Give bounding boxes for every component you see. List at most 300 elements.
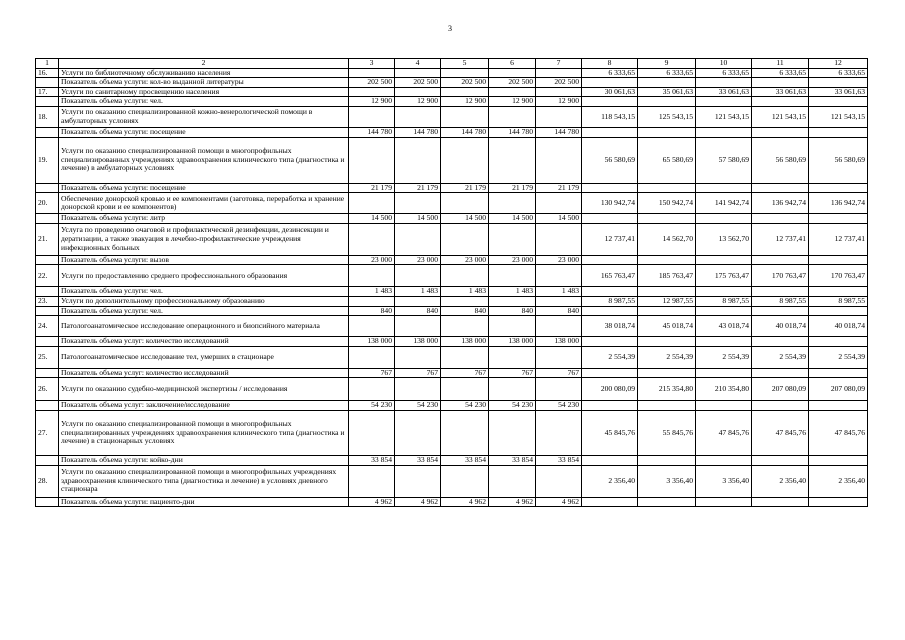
- value-cell: 4 962: [489, 497, 536, 507]
- value-cell: 202 500: [536, 78, 582, 88]
- value-cell: [489, 316, 536, 337]
- row-description: Услуги по оказанию специализированной помощи в многопрофильных учреждениях здравоохранения клинического типа (диагностика и лечение) в условиях дневного стационара: [59, 465, 349, 497]
- value-cell: [441, 68, 489, 78]
- column-header: 4: [395, 59, 441, 69]
- value-cell: [489, 137, 536, 183]
- value-cell: 767: [489, 368, 536, 378]
- row-number: [36, 255, 59, 265]
- value-cell: 54 230: [489, 401, 536, 411]
- value-cell: 12 900: [349, 97, 395, 107]
- value-cell: [536, 137, 582, 183]
- value-cell: 47 845,76: [696, 410, 752, 455]
- value-cell: 21 179: [349, 183, 395, 193]
- table-row: [36, 106, 868, 127]
- value-cell: [809, 214, 868, 224]
- value-cell: [349, 137, 395, 183]
- value-cell: [638, 255, 696, 265]
- value-cell: 6 333,65: [638, 68, 696, 78]
- value-cell: 141 942,74: [696, 193, 752, 214]
- value-cell: 2 554,39: [696, 346, 752, 368]
- value-cell: [752, 183, 809, 193]
- table-row: [36, 455, 868, 465]
- value-cell: 200 080,09: [582, 378, 638, 401]
- value-cell: 12 737,41: [809, 223, 868, 255]
- value-cell: [752, 127, 809, 137]
- value-cell: [349, 223, 395, 255]
- value-cell: 1 483: [441, 287, 489, 297]
- value-cell: [809, 368, 868, 378]
- value-cell: [536, 410, 582, 455]
- value-cell: 23 000: [441, 255, 489, 265]
- value-cell: [349, 265, 395, 287]
- services-table: [35, 58, 868, 507]
- value-cell: [752, 337, 809, 347]
- value-cell: [696, 455, 752, 465]
- row-number: [36, 497, 59, 507]
- value-cell: 215 354,80: [638, 378, 696, 401]
- value-cell: [395, 316, 441, 337]
- value-cell: 3 356,40: [696, 465, 752, 497]
- value-cell: 33 061,63: [696, 87, 752, 97]
- table-row: [36, 337, 868, 347]
- value-cell: 12 900: [489, 97, 536, 107]
- value-cell: 202 500: [441, 78, 489, 88]
- value-cell: [696, 497, 752, 507]
- row-number: 23.: [36, 296, 59, 306]
- value-cell: [638, 306, 696, 316]
- value-cell: [809, 497, 868, 507]
- row-description: Показатель объема услуги: посещение: [59, 183, 349, 193]
- value-cell: [582, 183, 638, 193]
- value-cell: 21 179: [395, 183, 441, 193]
- row-description: Услуги по оказанию судебно-медицинской экспертизы / исследования: [59, 378, 349, 401]
- row-number: [36, 97, 59, 107]
- value-cell: [349, 465, 395, 497]
- row-description: Патологоанатомическое исследование операционного и биопсийного материала: [59, 316, 349, 337]
- value-cell: 30 061,63: [582, 87, 638, 97]
- value-cell: [582, 455, 638, 465]
- value-cell: 2 356,40: [752, 465, 809, 497]
- column-header: 6: [489, 59, 536, 69]
- value-cell: 144 780: [349, 127, 395, 137]
- value-cell: [809, 455, 868, 465]
- value-cell: 125 543,15: [638, 106, 696, 127]
- value-cell: 840: [395, 306, 441, 316]
- value-cell: [752, 401, 809, 411]
- row-description: Показатель объема услуг: количество исследований: [59, 368, 349, 378]
- value-cell: 12 900: [441, 97, 489, 107]
- value-cell: 33 854: [395, 455, 441, 465]
- page-number: 3: [448, 24, 452, 33]
- value-cell: [638, 78, 696, 88]
- row-number: [36, 78, 59, 88]
- value-cell: 33 854: [489, 455, 536, 465]
- value-cell: [489, 465, 536, 497]
- value-cell: [441, 87, 489, 97]
- value-cell: 8 987,55: [582, 296, 638, 306]
- value-cell: [809, 401, 868, 411]
- value-cell: [638, 368, 696, 378]
- row-number: 20.: [36, 193, 59, 214]
- value-cell: [441, 316, 489, 337]
- value-cell: 138 000: [489, 337, 536, 347]
- value-cell: [441, 465, 489, 497]
- value-cell: [441, 410, 489, 455]
- value-cell: [489, 346, 536, 368]
- row-description: Показатель объема услуг: количество исследований: [59, 337, 349, 347]
- value-cell: 54 230: [349, 401, 395, 411]
- row-number: [36, 455, 59, 465]
- value-cell: [696, 337, 752, 347]
- table-row: [36, 255, 868, 265]
- value-cell: 121 543,15: [809, 106, 868, 127]
- table-row: [36, 497, 868, 507]
- value-cell: [809, 337, 868, 347]
- value-cell: 144 780: [536, 127, 582, 137]
- value-cell: [536, 296, 582, 306]
- value-cell: 56 580,69: [582, 137, 638, 183]
- row-number: [36, 401, 59, 411]
- value-cell: [441, 223, 489, 255]
- value-cell: 767: [395, 368, 441, 378]
- table-row: [36, 287, 868, 297]
- value-cell: 21 179: [536, 183, 582, 193]
- value-cell: [809, 127, 868, 137]
- value-cell: [582, 401, 638, 411]
- value-cell: [638, 183, 696, 193]
- value-cell: 150 942,74: [638, 193, 696, 214]
- value-cell: [349, 316, 395, 337]
- value-cell: 2 356,40: [582, 465, 638, 497]
- value-cell: 121 543,15: [696, 106, 752, 127]
- value-cell: [349, 87, 395, 97]
- value-cell: [349, 410, 395, 455]
- value-cell: 1 483: [489, 287, 536, 297]
- column-header: 12: [809, 59, 868, 69]
- value-cell: 56 580,69: [809, 137, 868, 183]
- value-cell: [489, 87, 536, 97]
- row-number: 18.: [36, 106, 59, 127]
- row-number: [36, 214, 59, 224]
- value-cell: [752, 287, 809, 297]
- value-cell: [809, 97, 868, 107]
- table-row: [36, 68, 868, 78]
- column-header: 1: [36, 59, 59, 69]
- value-cell: [752, 78, 809, 88]
- value-cell: [696, 368, 752, 378]
- value-cell: [489, 68, 536, 78]
- value-cell: [441, 106, 489, 127]
- value-cell: 21 179: [441, 183, 489, 193]
- table-row: [36, 401, 868, 411]
- table-row: [36, 183, 868, 193]
- value-cell: 121 543,15: [752, 106, 809, 127]
- value-cell: [536, 87, 582, 97]
- column-header: 5: [441, 59, 489, 69]
- value-cell: 2 554,39: [582, 346, 638, 368]
- value-cell: 23 000: [349, 255, 395, 265]
- value-cell: [696, 97, 752, 107]
- row-number: 16.: [36, 68, 59, 78]
- value-cell: 4 962: [536, 497, 582, 507]
- value-cell: [809, 183, 868, 193]
- value-cell: 767: [349, 368, 395, 378]
- value-cell: [489, 378, 536, 401]
- value-cell: [809, 287, 868, 297]
- value-cell: [349, 193, 395, 214]
- value-cell: 12 900: [536, 97, 582, 107]
- value-cell: 207 080,09: [752, 378, 809, 401]
- table-row: [36, 265, 868, 287]
- value-cell: [638, 337, 696, 347]
- value-cell: [536, 106, 582, 127]
- column-header: 2: [59, 59, 349, 69]
- value-cell: 202 500: [395, 78, 441, 88]
- value-cell: [489, 296, 536, 306]
- value-cell: 55 845,76: [638, 410, 696, 455]
- value-cell: 138 000: [395, 337, 441, 347]
- value-cell: [638, 401, 696, 411]
- column-header: 9: [638, 59, 696, 69]
- value-cell: [638, 455, 696, 465]
- value-cell: [536, 265, 582, 287]
- value-cell: [489, 265, 536, 287]
- row-description: Показатель объема услуг: заключение/исследование: [59, 401, 349, 411]
- column-header: 7: [536, 59, 582, 69]
- value-cell: [395, 265, 441, 287]
- value-cell: 54 230: [536, 401, 582, 411]
- value-cell: [536, 346, 582, 368]
- header-row: [36, 59, 868, 69]
- table-row: [36, 87, 868, 97]
- value-cell: 65 580,69: [638, 137, 696, 183]
- value-cell: 6 333,65: [696, 68, 752, 78]
- table-body: [36, 59, 868, 507]
- row-description: Услуги по оказанию специализированной помощи в многопрофильных специализированных учреждениях здравоохранения клинического типа (диагностика и лечение) в стационарных условиях: [59, 410, 349, 455]
- value-cell: [752, 255, 809, 265]
- value-cell: 136 942,74: [809, 193, 868, 214]
- value-cell: 12 987,55: [638, 296, 696, 306]
- value-cell: [752, 497, 809, 507]
- value-cell: [395, 193, 441, 214]
- value-cell: 175 763,47: [696, 265, 752, 287]
- value-cell: 47 845,76: [752, 410, 809, 455]
- value-cell: 14 500: [395, 214, 441, 224]
- value-cell: [582, 287, 638, 297]
- value-cell: [752, 97, 809, 107]
- value-cell: 207 080,09: [809, 378, 868, 401]
- value-cell: [696, 287, 752, 297]
- column-header: 3: [349, 59, 395, 69]
- value-cell: [395, 346, 441, 368]
- row-description: Услуги по предоставлению среднего профессионального образования: [59, 265, 349, 287]
- value-cell: 138 000: [441, 337, 489, 347]
- value-cell: [489, 106, 536, 127]
- value-cell: [441, 137, 489, 183]
- row-number: 25.: [36, 346, 59, 368]
- value-cell: [638, 497, 696, 507]
- value-cell: [395, 465, 441, 497]
- value-cell: [638, 214, 696, 224]
- row-number: [36, 287, 59, 297]
- table-row: [36, 465, 868, 497]
- table-row: [36, 137, 868, 183]
- row-description: Обеспечение донорской кровью и ее компонентами (заготовка, переработка и хранение донорской крови и ее компонентов): [59, 193, 349, 214]
- value-cell: [536, 68, 582, 78]
- value-cell: [395, 378, 441, 401]
- value-cell: 14 500: [441, 214, 489, 224]
- row-number: [36, 183, 59, 193]
- row-description: Показатель объема услуги: посещение: [59, 127, 349, 137]
- row-description: Показатель объема услуги: чел.: [59, 97, 349, 107]
- value-cell: [441, 346, 489, 368]
- value-cell: 14 562,70: [638, 223, 696, 255]
- value-cell: 170 763,47: [809, 265, 868, 287]
- value-cell: 767: [441, 368, 489, 378]
- column-header: 8: [582, 59, 638, 69]
- value-cell: 45 845,76: [582, 410, 638, 455]
- value-cell: [696, 78, 752, 88]
- table-row: [36, 193, 868, 214]
- value-cell: [582, 306, 638, 316]
- value-cell: 33 061,63: [752, 87, 809, 97]
- value-cell: 13 562,70: [696, 223, 752, 255]
- value-cell: 35 061,63: [638, 87, 696, 97]
- value-cell: 138 000: [536, 337, 582, 347]
- table-row: [36, 410, 868, 455]
- row-number: 21.: [36, 223, 59, 255]
- value-cell: [696, 127, 752, 137]
- value-cell: 43 018,74: [696, 316, 752, 337]
- value-cell: 210 354,80: [696, 378, 752, 401]
- row-description: Показатель объема услуги: пациенто-дни: [59, 497, 349, 507]
- value-cell: 1 483: [349, 287, 395, 297]
- row-description: Услуги по санитарному просвещению населения: [59, 87, 349, 97]
- table-row: [36, 306, 868, 316]
- value-cell: [582, 127, 638, 137]
- row-description: Показатель объема услуги: литр: [59, 214, 349, 224]
- value-cell: [696, 401, 752, 411]
- value-cell: 23 000: [489, 255, 536, 265]
- value-cell: [395, 106, 441, 127]
- value-cell: [582, 368, 638, 378]
- value-cell: 2 554,39: [638, 346, 696, 368]
- value-cell: 12 737,41: [752, 223, 809, 255]
- value-cell: 840: [536, 306, 582, 316]
- value-cell: 2 356,40: [809, 465, 868, 497]
- value-cell: 1 483: [536, 287, 582, 297]
- value-cell: [441, 265, 489, 287]
- value-cell: [809, 255, 868, 265]
- value-cell: 136 942,74: [752, 193, 809, 214]
- row-description: Показатель объема услуги: чел.: [59, 306, 349, 316]
- value-cell: 144 780: [489, 127, 536, 137]
- value-cell: [441, 296, 489, 306]
- value-cell: 3 356,40: [638, 465, 696, 497]
- value-cell: [489, 193, 536, 214]
- value-cell: 8 987,55: [809, 296, 868, 306]
- value-cell: [696, 214, 752, 224]
- value-cell: 2 554,39: [809, 346, 868, 368]
- value-cell: [536, 193, 582, 214]
- row-number: 27.: [36, 410, 59, 455]
- table-row: [36, 296, 868, 306]
- value-cell: [638, 127, 696, 137]
- value-cell: [582, 214, 638, 224]
- value-cell: [395, 410, 441, 455]
- value-cell: [696, 306, 752, 316]
- row-number: [36, 337, 59, 347]
- row-description: Услуги по дополнительному профессиональному образованию: [59, 296, 349, 306]
- value-cell: 21 179: [489, 183, 536, 193]
- value-cell: 6 333,65: [809, 68, 868, 78]
- value-cell: [638, 97, 696, 107]
- value-cell: [752, 368, 809, 378]
- value-cell: 130 942,74: [582, 193, 638, 214]
- value-cell: [752, 306, 809, 316]
- row-description: Показатель объема услуги: чел.: [59, 287, 349, 297]
- table-row: [36, 368, 868, 378]
- value-cell: 54 230: [395, 401, 441, 411]
- value-cell: 14 500: [489, 214, 536, 224]
- table-row: [36, 316, 868, 337]
- value-cell: 840: [489, 306, 536, 316]
- value-cell: [395, 137, 441, 183]
- value-cell: 33 854: [349, 455, 395, 465]
- value-cell: 840: [349, 306, 395, 316]
- value-cell: 767: [536, 368, 582, 378]
- value-cell: [349, 346, 395, 368]
- value-cell: 45 018,74: [638, 316, 696, 337]
- value-cell: 33 854: [536, 455, 582, 465]
- value-cell: [752, 455, 809, 465]
- value-cell: 138 000: [349, 337, 395, 347]
- value-cell: 33 854: [441, 455, 489, 465]
- value-cell: 144 780: [395, 127, 441, 137]
- value-cell: 4 962: [349, 497, 395, 507]
- row-number: 28.: [36, 465, 59, 497]
- table-row: [36, 378, 868, 401]
- table-row: [36, 346, 868, 368]
- value-cell: 23 000: [395, 255, 441, 265]
- value-cell: [395, 87, 441, 97]
- value-cell: 202 500: [349, 78, 395, 88]
- value-cell: [349, 68, 395, 78]
- value-cell: 57 580,69: [696, 137, 752, 183]
- column-header: 11: [752, 59, 809, 69]
- value-cell: 4 962: [441, 497, 489, 507]
- value-cell: [349, 106, 395, 127]
- value-cell: 840: [441, 306, 489, 316]
- value-cell: [696, 255, 752, 265]
- table-row: [36, 78, 868, 88]
- value-cell: 40 018,74: [752, 316, 809, 337]
- value-cell: [536, 465, 582, 497]
- value-cell: [536, 378, 582, 401]
- value-cell: 144 780: [441, 127, 489, 137]
- row-description: Услуга по проведению очаговой и профилактической дезинфекции, дезинсекции и дератизации, а также эвакуация в лечебно-профилактические учреждения инфекционных больных: [59, 223, 349, 255]
- value-cell: 185 763,47: [638, 265, 696, 287]
- column-header: 10: [696, 59, 752, 69]
- value-cell: [395, 68, 441, 78]
- value-cell: 54 230: [441, 401, 489, 411]
- value-cell: 170 763,47: [752, 265, 809, 287]
- value-cell: 12 737,41: [582, 223, 638, 255]
- value-cell: 165 763,47: [582, 265, 638, 287]
- row-number: [36, 368, 59, 378]
- row-description: Услуги по оказанию специализированной кожно-венерологической помощи в амбулаторных условиях: [59, 106, 349, 127]
- value-cell: [536, 223, 582, 255]
